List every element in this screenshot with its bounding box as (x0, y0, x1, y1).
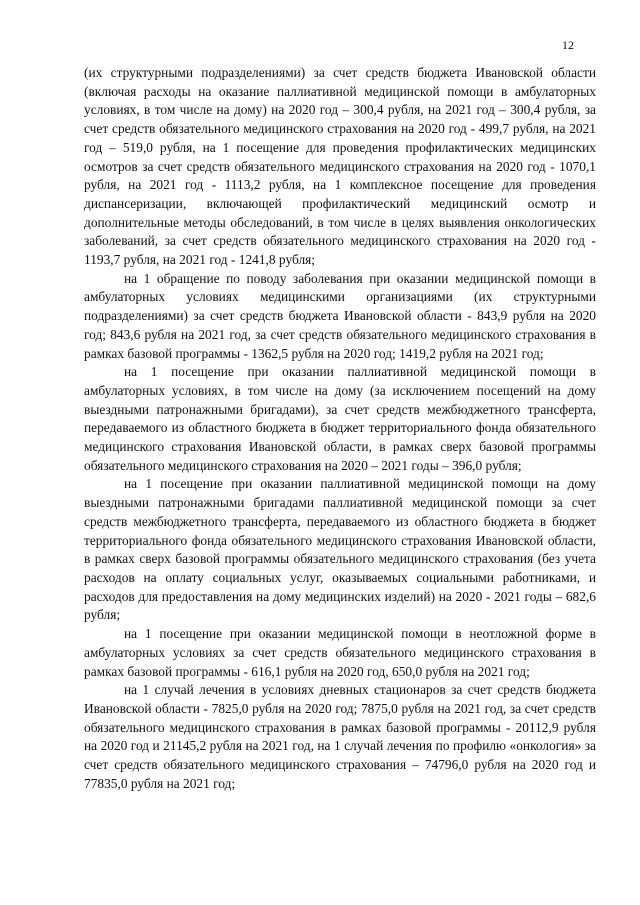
paragraph-cost-per-home-palliative-visit: на 1 посещение при оказании паллиативной медицинской помощи на дому выездными патронажными бригадами паллиативной медицинской помощи за счет средств межбюджетного трансферта, передаваемого из областного бюджета в бюджет территориального фонда обязательного медицинского страхования Ивановской области, в рамках сверх базовой программы обязательного медицинского страхования (без учета расходов на оплату социальных услуг, оказываемых социальными работниками, и расходов для предоставления на дому медицинских изделий) на 2020 - 2021 годы – 682,6 рубля; (84, 476, 596, 623)
paragraph-continuation-costs-per-visit: (их структурными подразделениями) за счет средств бюджета Ивановской области (включая расходы на оказание паллиативной медицинской помощи в амбулаторных условиях, в том числе на дому) на 2020 год – 300,4 рубля, на 2021 год – 300,4 рубля, за счет средств обязательного медицинского страхования на 2020 год - 499,7 рубля, на 2021 год – 519,0 рубля, на 1 посещение для проведения профилактических медицинских осмотров за счет средств обязательного медицинского страхования на 2020 год - 1070,1 рубля, на 2021 год - 1113,2 рубля, на 1 комплексное посещение для проведения диспансеризации, включающей профилактический медицинский осмотр и дополнительные методы обследований, в том числе в целях выявления онкологических заболеваний, за счет средств обязательного медицинского страхования на 2020 год - 1193,7 рубля, на 2021 год - 1241,8 рубля; (84, 65, 596, 268)
page-number: 12 (562, 38, 574, 52)
paragraph-cost-per-disease-appeal: на 1 обращение по поводу заболевания при оказании медицинской помощи в амбулаторных условиях медицинскими организациями (их структурными подразделениями) за счет средств бюджета Ивановской области - 843,9 рубля на 2020 год; 843,6 рубля на 2021 год, за счет средств обязательного медицинского страхования в рамках базовой программы - 1362,5 рубля на 2020 год; 1419,2 рубля на 2021 год; (84, 270, 596, 361)
paragraph-cost-per-day-hospital-case: на 1 случай лечения в условиях дневных стационаров за счет средств бюджета Ивановской области - 7825,0 рубля на 2020 год; 7875,0 рубля на 2021 год, за счет средств обязательного медицинского страхования в рамках базовой программы - 20112,9 рубля на 2020 год и 21145,2 рубля на 2021 год, на 1 случай лечения по профилю «онкология» за счет средств обязательного медицинского страхования – 74796,0 рубля на 2020 год и 77835,0 рубля на 2021 год; (84, 682, 596, 791)
paragraph-cost-per-palliative-visit: на 1 посещение при оказании паллиативной медицинской помощи в амбулаторных условиях, в том числе на дому (за исключением посещений на дому выездными патронажными бригадами), за счет средств межбюджетного трансферта, передаваемого из областного бюджета в бюджет территориального фонда обязательного медицинского страхования Ивановской области, в рамках сверх базовой программы обязательного медицинского страхования на 2020 – 2021 годы – 396,0 рубля; (84, 364, 596, 473)
document-body (84, 64, 596, 793)
paragraph-cost-per-urgent-care-visit: на 1 посещение при оказании медицинской помощи в неотложной форме в амбулаторных условиях за счет средств обязательного медицинского страхования в рамках базовой программы - 616,1 рубля на 2020 год, 650,0 рубля на 2021 год; (84, 626, 596, 679)
